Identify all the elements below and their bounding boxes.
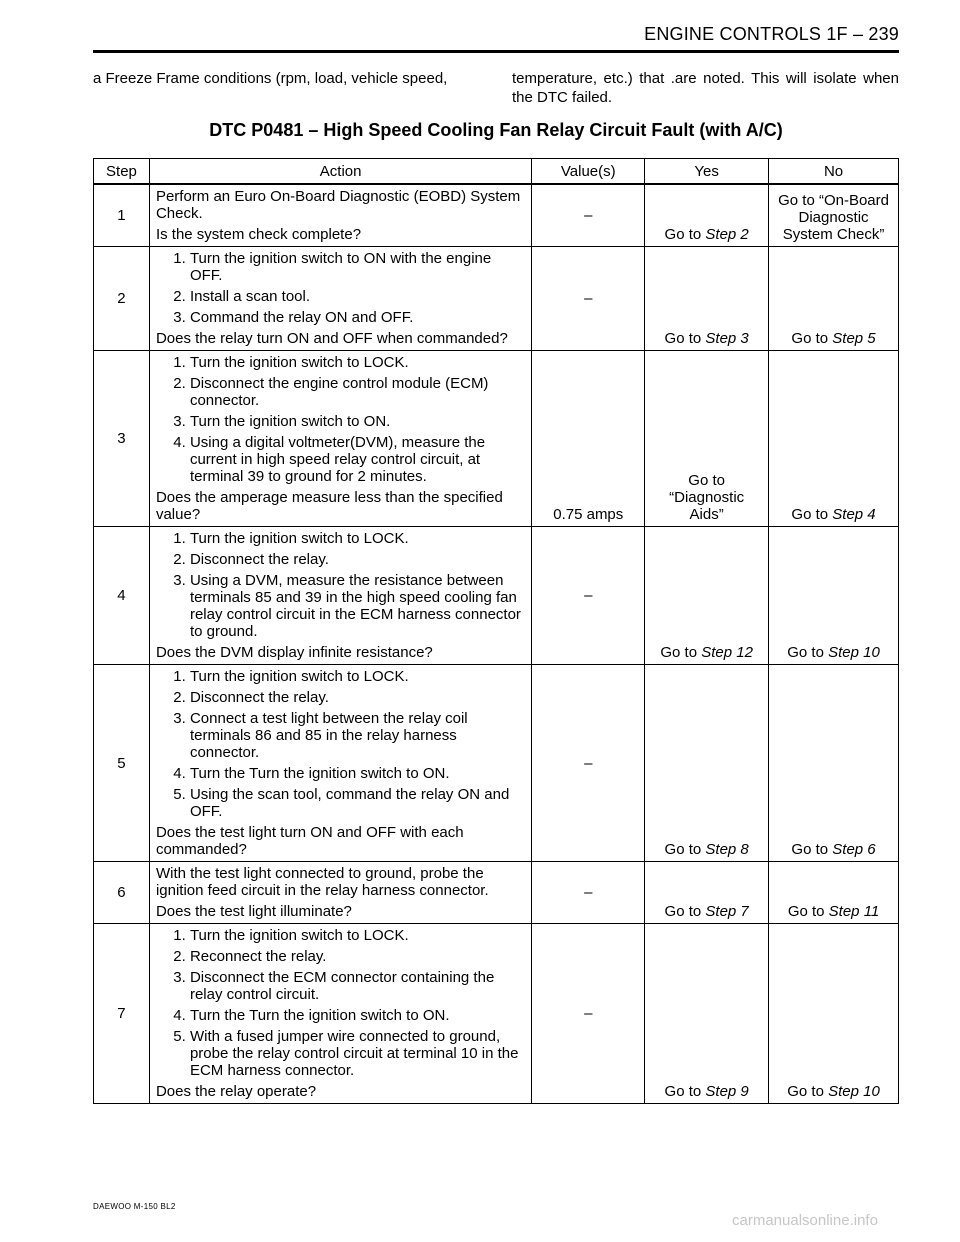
value-cell: 0.75 amps	[532, 351, 645, 527]
step-number: 6	[94, 862, 150, 924]
footer-code: DAEWOO M-150 BL2	[93, 1202, 176, 1211]
action-step: 1. Turn the ignition switch to ON with the engine OFF.	[190, 250, 525, 284]
no-cell	[769, 351, 899, 527]
step-number: 5	[94, 665, 150, 862]
action-step: 4. Turn the Turn the ignition switch to ON.	[190, 1007, 525, 1024]
action-question: Is the system check complete?	[155, 226, 362, 243]
action-step: 1. Turn the ignition switch to LOCK.	[190, 530, 525, 547]
yes-cell-prefix: Go to	[664, 226, 702, 243]
table-row	[94, 247, 899, 351]
yes-cell-step-ref: Step 12	[701, 644, 753, 661]
action-step: 4. Turn the Turn the ignition switch to ON.	[190, 765, 525, 782]
value-cell: –	[532, 665, 645, 862]
action-question: Does the test light illuminate?	[155, 903, 352, 920]
action-step: 5. Using the scan tool, command the relay ON and OFF.	[190, 786, 525, 820]
action-cell	[149, 184, 531, 247]
header-yes: Yes	[645, 159, 769, 185]
action-question: Does the relay operate?	[155, 1083, 317, 1100]
step-number: 4	[94, 527, 150, 665]
yes-cell-prefix: Go to	[664, 330, 702, 347]
action-cell	[149, 247, 531, 351]
yes-cell-step-ref: Step 7	[705, 903, 749, 920]
no-cell-step-ref: Step 6	[832, 841, 876, 858]
action-text: With the test light connected to ground, probe the ignition feed circuit in the relay harness connector.	[155, 865, 489, 899]
step-number: 2	[94, 247, 150, 351]
action-steps	[156, 354, 525, 485]
header-no: No	[769, 159, 899, 185]
yes-cell	[645, 247, 769, 351]
no-cell-step-ref: Step 4	[832, 506, 876, 523]
table-header-row	[94, 159, 899, 185]
no-cell-step-ref: Step 11	[828, 903, 880, 920]
yes-cell-prefix: Go to	[660, 644, 698, 661]
step-number: 7	[94, 924, 150, 1104]
action-steps	[156, 927, 525, 1079]
no-cell	[769, 862, 899, 924]
no-cell	[769, 247, 899, 351]
table-row	[94, 665, 899, 862]
action-cell	[149, 665, 531, 862]
action-question: Does the DVM display infinite resistance?	[155, 644, 433, 661]
action-step: 1. Turn the ignition switch to LOCK.	[190, 927, 525, 944]
yes-cell-prefix: Go to	[664, 1083, 702, 1100]
no-cell	[769, 665, 899, 862]
no-cell-prefix: Go to	[791, 506, 829, 523]
no-cell-text: Go to “On-Board Diagnostic System Check”	[778, 192, 889, 243]
value-cell: –	[532, 247, 645, 351]
yes-cell	[645, 924, 769, 1104]
action-step: 5. With a fused jumper wire connected to ground, probe the relay control circuit at terminal 10 in the ECM harness connector.	[190, 1028, 525, 1079]
yes-cell-prefix: Go to	[664, 841, 702, 858]
watermark: carmanualsonline.info	[732, 1212, 878, 1229]
no-cell	[769, 527, 899, 665]
diagnostic-table	[93, 158, 899, 1104]
header-step: Step	[94, 159, 150, 185]
table-row	[94, 862, 899, 924]
table-row	[94, 184, 899, 247]
yes-cell-step-ref: Step 3	[705, 330, 749, 347]
action-step: 4. Using a digital voltmeter(DVM), measure the current in high speed relay control circuit, at terminal 39 to ground for 2 minutes.	[190, 434, 525, 485]
intro-text-right: temperature, etc.) that .are noted. This will isolate when the DTC failed.	[512, 70, 899, 106]
no-cell-step-ref: Step 5	[832, 330, 876, 347]
value-cell: –	[532, 862, 645, 924]
intro-text-left: a Freeze Frame conditions (rpm, load, vehicle speed,	[93, 70, 448, 87]
no-cell-prefix: Go to	[791, 841, 829, 858]
yes-cell	[645, 862, 769, 924]
table-row	[94, 351, 899, 527]
action-step: 2. Disconnect the relay.	[190, 689, 525, 706]
no-cell-prefix: Go to	[787, 903, 825, 920]
action-step: 2. Reconnect the relay.	[190, 948, 525, 965]
action-steps	[156, 668, 525, 820]
action-step: 3. Turn the ignition switch to ON.	[190, 413, 525, 430]
action-step: 1. Turn the ignition switch to LOCK.	[190, 668, 525, 685]
value-cell: –	[532, 924, 645, 1104]
page-header: ENGINE CONTROLS 1F – 239	[644, 24, 899, 44]
yes-cell-step-ref: Step 9	[705, 1083, 749, 1100]
action-question: Does the relay turn ON and OFF when commanded?	[155, 330, 508, 347]
no-cell	[769, 924, 899, 1104]
action-step: 3. Disconnect the ECM connector containing the relay control circuit.	[190, 969, 525, 1003]
table-row	[94, 527, 899, 665]
value-cell: –	[532, 184, 645, 247]
no-cell-step-ref: Step 10	[828, 644, 880, 661]
action-question: Does the test light turn ON and OFF with each commanded?	[155, 824, 464, 858]
yes-cell	[645, 665, 769, 862]
action-text: Perform an Euro On-Board Diagnostic (EOBD) System Check.	[155, 188, 521, 222]
action-step: 2. Disconnect the engine control module (ECM) connector.	[190, 375, 525, 409]
dtc-title: DTC P0481 – High Speed Cooling Fan Relay Circuit Fault (with A/C)	[209, 120, 783, 140]
step-number: 1	[94, 184, 150, 247]
step-number: 3	[94, 351, 150, 527]
action-step: 2. Disconnect the relay.	[190, 551, 525, 568]
yes-cell-step-ref: Step 8	[705, 841, 749, 858]
no-cell-prefix: Go to	[787, 1083, 824, 1100]
header-rule	[93, 50, 899, 53]
table-body	[94, 184, 899, 1104]
action-step: 2. Install a scan tool.	[190, 288, 525, 305]
action-cell	[149, 862, 531, 924]
yes-cell-prefix: Go to	[664, 903, 702, 920]
action-step: 3. Using a DVM, measure the resistance between terminals 85 and 39 in the high speed cooling fan relay control circuit in the ECM harness connector to ground.	[190, 572, 525, 640]
no-cell-prefix: Go to	[791, 330, 829, 347]
yes-cell	[645, 184, 769, 247]
value-cell: –	[532, 527, 645, 665]
action-cell	[149, 924, 531, 1104]
header-values: Value(s)	[532, 159, 645, 185]
yes-cell	[645, 527, 769, 665]
action-cell	[149, 351, 531, 527]
header-action: Action	[149, 159, 531, 185]
yes-cell-step-ref: Step 2	[705, 226, 749, 243]
yes-cell	[645, 351, 769, 527]
action-step: 3. Connect a test light between the relay coil terminals 86 and 85 in the relay harness connector.	[190, 710, 525, 761]
action-question: Does the amperage measure less than the specified value?	[155, 489, 503, 523]
action-step: 3. Command the relay ON and OFF.	[190, 309, 525, 326]
table-row	[94, 924, 899, 1104]
no-cell-prefix: Go to	[787, 644, 824, 661]
action-step: 1. Turn the ignition switch to LOCK.	[190, 354, 525, 371]
no-cell-step-ref: Step 10	[828, 1083, 880, 1100]
no-cell	[769, 184, 899, 247]
action-cell	[149, 527, 531, 665]
action-steps	[156, 250, 525, 326]
action-steps	[156, 530, 525, 640]
yes-cell-text: Go to “Diagnostic Aids”	[669, 472, 745, 523]
